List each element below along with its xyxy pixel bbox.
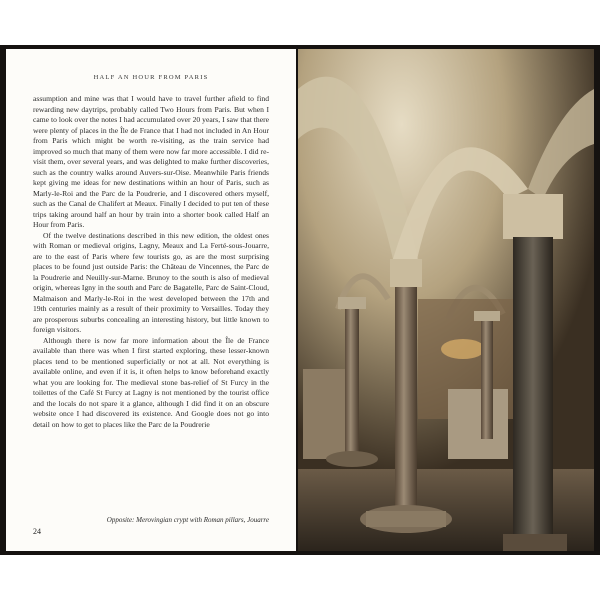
lamp-glow <box>441 339 485 359</box>
paragraph-1: assumption and mine was that I would have to travel further afield to find rewarding new daytrips, probably called Two Hours from Paris. But when I came to look over the notes I had accumulated over 20 years, I saw that there were plenty of places in the Île de France that I had not included in An Hour from Paris which might be worth re-visiting, as the train service had improved so much that many of them were now far more accessible. I did re-visit them, over several years, and was delighted to make further discoveries, such as the country walks around Auvers-sur-Oise. Meanwhile Paris friends kept giving me ideas for new destinations within an hour of Paris, such as Marly-le-Roi and the Parc de la Poudrerie, and I discovered others myself, such as the Canal de Chalifert at Meaux. Finally I decided to put ten of these trips taking around half an hour by train into a shorter book called Half an Hour from Paris. <box>33 94 269 229</box>
rear-pillar-right <box>481 319 493 439</box>
central-capital <box>390 259 422 287</box>
paragraph-2: Of the twelve destinations described in this new edition, the oldest ones with Roman or medieval origins, Lagny, Meaux and La Ferté-sous-Jouarre, are to the east of Paris where few tourists go, as are the most surprising places to be found just outside Paris: the Château de Vincennes, the Parc de la Poudrerie and Neuilly-sur-Marne. Brunoy to the south is also of medieval origin, whereas Igny in the south and Parc de Bagatelle, Parc de Saint-Cloud, Malmaison and Marly-le-Roi in the west developed between the 17th and 19th centuries mainly as a result of their proximity to Versailles. Today they are prosperous suburbs concealing an interesting history, but little known to foreign visitors. <box>33 230 269 334</box>
rear-base-left <box>326 451 378 467</box>
foreground-pillar <box>513 237 553 537</box>
foreground-base <box>503 534 567 551</box>
left-page <box>6 49 296 551</box>
tomb-block <box>448 389 508 459</box>
rear-pillar-left <box>345 304 359 454</box>
photo-caption: Opposite: Merovingian crypt with Roman pillars, Jouarre <box>106 516 269 524</box>
rear-capital-left <box>338 297 366 309</box>
crypt-photo <box>298 49 594 551</box>
running-head: HALF AN HOUR FROM PARIS <box>93 74 209 81</box>
paragraph-3: Although there is now far more information about the Île de France available than there was when I first started exploring, these lesser-known places tend to be mentioned superficially or not at all. Not everything is available online, and even if it is, it often helps to know beforehand exactly what you are looking for. The medieval stone bas-relief of St Furcy in the toilettes of the Café St Furcy at Lagny is not mentioned by the tourist office and the locals do not spare it a glance, although I did find it on an obscure website once I had discovered its existence. And Google does not go into detail on how to get to places like the Parc de la Poudrerie <box>33 335 269 429</box>
central-pillar <box>395 287 417 517</box>
central-plinth <box>366 511 446 527</box>
foreground-capital <box>503 194 563 239</box>
body-text <box>33 94 269 430</box>
rear-capital-right <box>474 311 500 321</box>
page-number: 24 <box>33 527 41 536</box>
book-spread <box>0 45 600 555</box>
